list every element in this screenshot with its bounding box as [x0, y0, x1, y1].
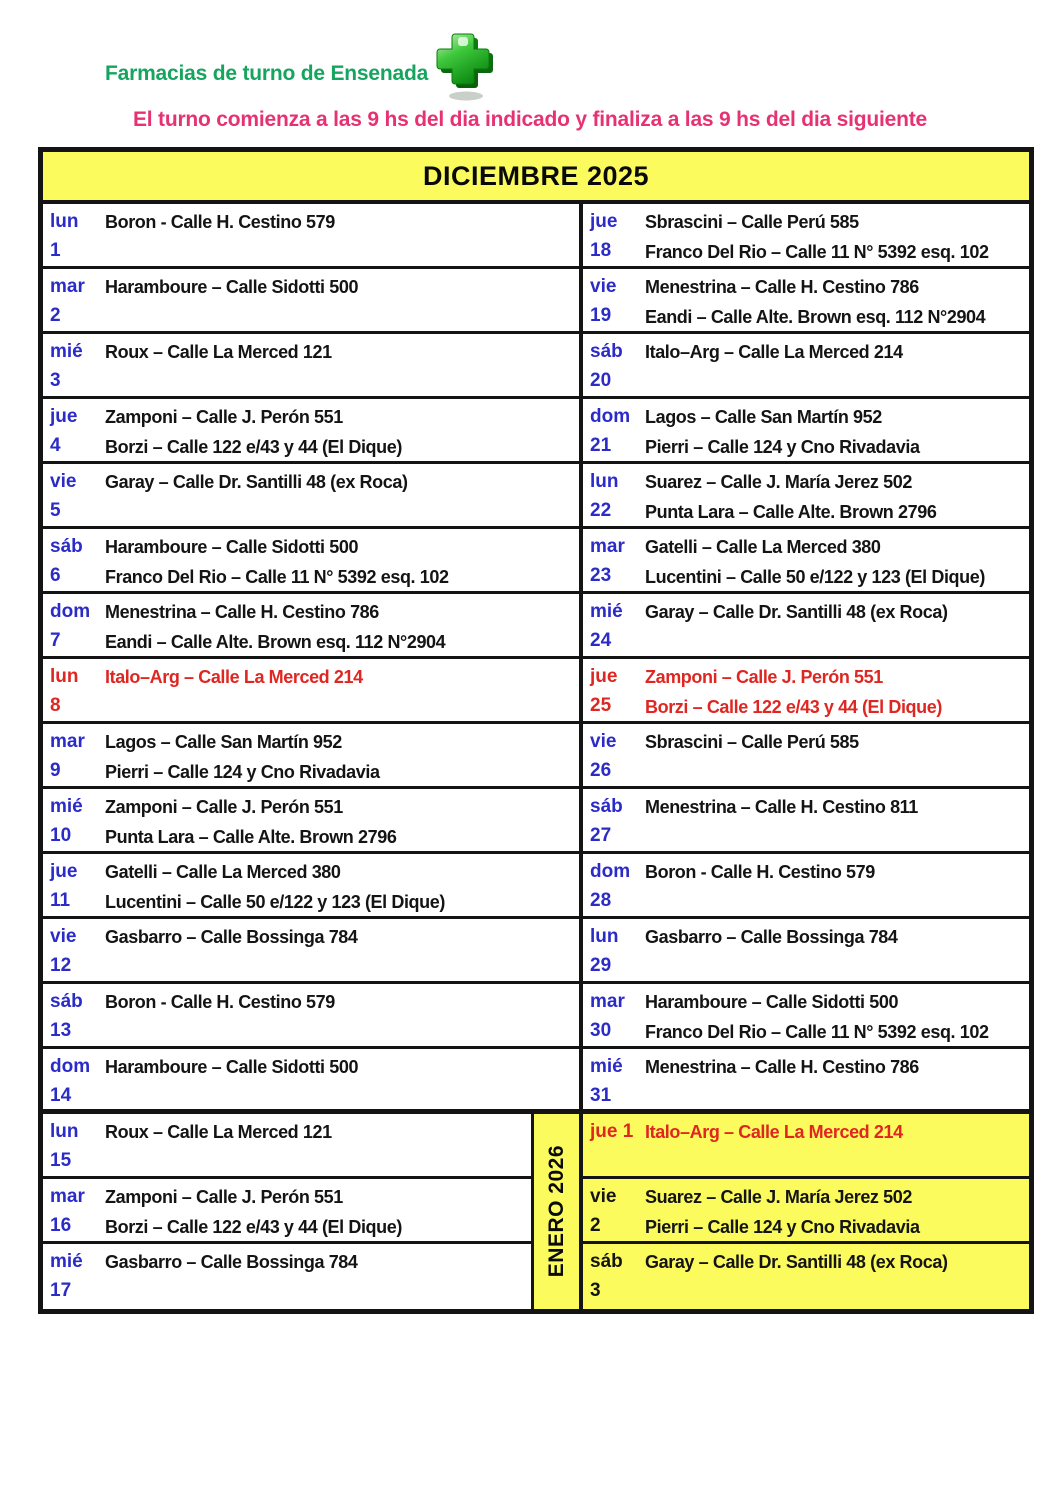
calendar-day-row: [583, 854, 1029, 919]
day-name: mié: [50, 796, 83, 817]
day-name: dom: [50, 1056, 91, 1077]
pharmacy-entry: Gatelli – Calle La Merced 380: [645, 537, 881, 557]
pharmacy-entries: [641, 1116, 1029, 1176]
left-rows-december-end: [43, 1114, 531, 1309]
pharmacy-entry: Haramboure – Calle Sidotti 500: [105, 277, 359, 297]
day-label: [583, 401, 641, 461]
left-bottom-block: [43, 1114, 579, 1309]
day-name: vie: [590, 731, 617, 752]
pharmacy-entry: Roux – Calle La Merced 121: [105, 342, 332, 362]
pharmacy-entries: [641, 986, 1029, 1046]
day-number: 15: [50, 1150, 72, 1171]
calendar-day-row: [43, 1114, 531, 1179]
day-name: mar: [590, 991, 625, 1012]
day-label: [583, 856, 641, 916]
calendar-day-row: [583, 334, 1029, 399]
day-name: mié: [50, 1251, 83, 1272]
day-label: [583, 466, 641, 526]
calendar-day-row: [43, 204, 579, 269]
day-name: dom: [590, 406, 631, 427]
pharmacy-entries: [101, 206, 579, 266]
calendar-day-row: [43, 1244, 531, 1309]
pharmacy-entry: Lucentini – Calle 50 e/122 y 123 (El Dique): [645, 567, 985, 587]
calendar-day-row: [43, 724, 579, 789]
day-label: [43, 206, 101, 266]
calendar-body: [43, 204, 1029, 1309]
pharmacy-entry: Eandi – Calle Alte. Brown esq. 112 N°2904: [105, 632, 446, 652]
pharmacy-entries: [641, 466, 1029, 526]
pharmacy-entries: [641, 271, 1029, 331]
calendar-day-row: [43, 984, 579, 1049]
enero-2026-label: [531, 1114, 579, 1309]
day-number: 17: [50, 1280, 72, 1301]
day-number: 7: [50, 630, 61, 651]
pharmacy-entry: Gasbarro – Calle Bossinga 784: [105, 927, 358, 947]
day-label: [583, 726, 641, 786]
day-label: [583, 271, 641, 331]
day-number: 29: [590, 955, 612, 976]
pharmacy-entries: [641, 856, 1029, 916]
pharmacy-entry: Haramboure – Calle Sidotti 500: [645, 992, 899, 1012]
pharmacy-entry: Lagos – Calle San Martín 952: [645, 407, 882, 427]
calendar-day-row: [583, 1244, 1029, 1309]
pharmacy-entry: Franco Del Rio – Calle 11 N° 5392 esq. 102: [645, 242, 989, 262]
day-number: 19: [590, 305, 612, 326]
day-number: 13: [50, 1020, 72, 1041]
pharmacy-entry: Italo–Arg – Calle La Merced 214: [105, 667, 363, 687]
pharmacy-entries: [101, 986, 579, 1046]
day-name: mar: [50, 1186, 85, 1207]
day-name: lun: [590, 471, 619, 492]
day-label: [43, 271, 101, 331]
day-number: 9: [50, 760, 61, 781]
day-label: [583, 596, 641, 656]
day-label: [43, 661, 101, 721]
day-label: [583, 531, 641, 591]
day-name: vie: [590, 276, 617, 297]
pharmacy-entries: [101, 271, 579, 331]
day-name: jue: [590, 666, 618, 687]
pharmacy-entries: [641, 921, 1029, 981]
day-number: 24: [590, 630, 612, 651]
day-name: jue: [590, 211, 618, 232]
day-label: [43, 466, 101, 526]
calendar-day-row: [43, 464, 579, 529]
day-name: dom: [590, 861, 631, 882]
calendar-day-row: [43, 854, 579, 919]
day-number: 16: [50, 1215, 72, 1236]
calendar-day-row: [43, 529, 579, 594]
december-calendar-table: [38, 147, 1034, 1314]
day-name: sáb: [590, 341, 623, 362]
pharmacy-entries: [101, 1116, 531, 1176]
pharmacy-entry: Boron - Calle H. Cestino 579: [105, 992, 335, 1012]
pharmacy-entry: Zamponi – Calle J. Perón 551: [105, 797, 343, 817]
pharmacy-entries: [101, 596, 579, 656]
day-number: 28: [590, 890, 612, 911]
pharmacy-entries: [101, 531, 579, 591]
calendar-day-row: [43, 594, 579, 659]
pharmacy-entry: Punta Lara – Calle Alte. Brown 2796: [105, 827, 397, 847]
calendar-day-row: [583, 984, 1029, 1049]
day-name: jue: [50, 861, 78, 882]
calendar-day-row: [43, 919, 579, 984]
day-label: [583, 986, 641, 1046]
calendar-left-column: [43, 204, 583, 1309]
pharmacy-entry: Gasbarro – Calle Bossinga 784: [645, 927, 898, 947]
pharmacy-entry: Gasbarro – Calle Bossinga 784: [105, 1252, 358, 1272]
day-name: mar: [590, 536, 625, 557]
pharmacy-entry: Suarez – Calle J. María Jerez 502: [645, 472, 912, 492]
day-label: [43, 531, 101, 591]
day-number: 3: [50, 370, 61, 391]
pharmacy-entry: Menestrina – Calle H. Cestino 786: [105, 602, 379, 622]
day-label: [583, 661, 641, 721]
day-label: [43, 921, 101, 981]
calendar-day-row: [583, 529, 1029, 594]
day-number: 11: [50, 890, 71, 911]
day-number: 5: [50, 500, 61, 521]
pharmacy-entries: [101, 1181, 531, 1241]
day-number: 30: [590, 1020, 612, 1041]
pharmacy-entries: [641, 726, 1029, 786]
day-number: 25: [590, 695, 612, 716]
pharmacy-entry: Lucentini – Calle 50 e/122 y 123 (El Dique): [105, 892, 445, 912]
pharmacy-entries: [641, 661, 1029, 721]
pharmacy-entry: Menestrina – Calle H. Cestino 786: [645, 277, 919, 297]
pharmacy-entry: Sbrascini – Calle Perú 585: [645, 732, 859, 752]
pharmacy-entry: Pierri – Calle 124 y Cno Rivadavia: [645, 1217, 920, 1237]
calendar-day-row: [583, 919, 1029, 984]
calendar-day-row: [43, 1179, 531, 1244]
schedule-note: El turno comienza a las 9 hs del dia indicado y finaliza a las 9 hs del dia siguiente: [132, 108, 928, 131]
calendar-day-row: [583, 659, 1029, 724]
day-label: [43, 401, 101, 461]
pharmacy-entry: Lagos – Calle San Martín 952: [105, 732, 342, 752]
pharmacy-entry: Haramboure – Calle Sidotti 500: [105, 537, 359, 557]
pharmacy-entry: Borzi – Calle 122 e/43 y 44 (El Dique): [105, 1217, 402, 1237]
pharmacy-entry: Italo–Arg – Calle La Merced 214: [645, 342, 903, 362]
day-name: sáb: [590, 1251, 623, 1272]
pharmacy-entry: Sbrascini – Calle Perú 585: [645, 212, 859, 232]
day-name: mar: [50, 276, 85, 297]
day-name: lun: [590, 926, 619, 947]
calendar-day-row: [583, 1049, 1029, 1114]
day-name: mié: [50, 341, 83, 362]
pharmacy-entry: Punta Lara – Calle Alte. Brown 2796: [645, 502, 937, 522]
pharmacy-entry: Pierri – Calle 124 y Cno Rivadavia: [105, 762, 380, 782]
day-name: lun: [50, 1121, 79, 1142]
day-name: mié: [590, 1056, 623, 1077]
pharmacy-entry: Roux – Calle La Merced 121: [105, 1122, 332, 1142]
pharmacy-entry: Eandi – Calle Alte. Brown esq. 112 N°2904: [645, 307, 986, 327]
day-name: vie: [50, 926, 77, 947]
day-name: lun: [50, 666, 79, 687]
day-label: [43, 1246, 101, 1309]
left-rows-december: [43, 204, 579, 1114]
day-label: [43, 726, 101, 786]
pharmacy-entry: Menestrina – Calle H. Cestino 786: [645, 1057, 919, 1077]
pharmacy-entries: [101, 336, 579, 396]
calendar-day-row: [583, 1114, 1029, 1179]
calendar-day-row: [583, 724, 1029, 789]
pharmacy-entry: Garay – Calle Dr. Santilli 48 (ex Roca): [645, 1252, 948, 1272]
pharmacy-entries: [641, 336, 1029, 396]
day-number: 2: [590, 1215, 601, 1236]
pharmacy-entry: Franco Del Rio – Calle 11 N° 5392 esq. 102: [105, 567, 449, 587]
day-number: 26: [590, 760, 612, 781]
day-number: 20: [590, 370, 612, 391]
pharmacy-entries: [641, 1181, 1029, 1241]
pharmacy-entry: Boron - Calle H. Cestino 579: [105, 212, 335, 232]
pharmacy-entries: [101, 401, 579, 461]
pharmacy-entry: Italo–Arg – Calle La Merced 214: [645, 1122, 903, 1142]
day-label: [583, 336, 641, 396]
day-name: mié: [590, 601, 623, 622]
right-rows: [583, 204, 1029, 1309]
day-label: jue 1: [590, 1121, 634, 1142]
calendar-day-row: [43, 789, 579, 854]
day-number: 14: [50, 1085, 72, 1106]
day-label: [43, 1181, 101, 1241]
day-name: vie: [590, 1186, 617, 1207]
pharmacy-entry: Zamponi – Calle J. Perón 551: [105, 1187, 343, 1207]
calendar-day-row: [43, 1049, 579, 1114]
calendar-right-column: [583, 204, 1029, 1309]
enero-2026-text: ENERO 2026: [544, 1145, 568, 1278]
pharmacy-entries: [641, 531, 1029, 591]
calendar-day-row: [583, 1179, 1029, 1244]
calendar-day-row: [43, 399, 579, 464]
pharmacy-entries: [641, 206, 1029, 266]
day-label: [583, 921, 641, 981]
pharmacy-entries: [101, 856, 579, 916]
pharmacy-entry: Borzi – Calle 122 e/43 y 44 (El Dique): [105, 437, 402, 457]
day-number: 18: [590, 240, 612, 261]
calendar-day-row: [43, 269, 579, 334]
pharmacy-entry: Suarez – Calle J. María Jerez 502: [645, 1187, 912, 1207]
calendar-day-row: [583, 204, 1029, 269]
pharmacy-entries: [101, 1051, 579, 1109]
calendar-day-row: [43, 334, 579, 399]
pharmacy-entries: [641, 791, 1029, 851]
day-number: 2: [50, 305, 61, 326]
day-number: 22: [590, 500, 612, 521]
day-name: jue: [50, 406, 78, 427]
pharmacy-entry: Pierri – Calle 124 y Cno Rivadavia: [645, 437, 920, 457]
day-label: [583, 791, 641, 851]
day-label: [43, 1116, 101, 1176]
pharmacy-entries: [641, 596, 1029, 656]
day-number: 21: [590, 435, 612, 456]
day-label: [43, 1051, 101, 1109]
day-name: dom: [50, 601, 91, 622]
day-number: 31: [590, 1085, 612, 1106]
pharmacy-entry: Menestrina – Calle H. Cestino 811: [645, 797, 918, 817]
calendar-day-row: [583, 789, 1029, 854]
pharmacy-entry: Borzi – Calle 122 e/43 y 44 (El Dique): [645, 697, 942, 717]
pharmacy-entries: [101, 726, 579, 786]
pharmacy-entry: Garay – Calle Dr. Santilli 48 (ex Roca): [645, 602, 948, 622]
pharmacy-entries: [101, 466, 579, 526]
calendar-day-row: [583, 464, 1029, 529]
day-label: [583, 206, 641, 266]
pharmacy-entry: Zamponi – Calle J. Perón 551: [645, 667, 883, 687]
pharmacy-entries: [641, 1246, 1029, 1309]
calendar-day-row: [43, 659, 579, 724]
day-number: 8: [50, 695, 61, 716]
day-label: [43, 986, 101, 1046]
month-title: DICIEMBRE 2025: [43, 152, 1029, 204]
day-label: [43, 856, 101, 916]
day-name: mar: [50, 731, 85, 752]
day-label: [583, 1051, 641, 1109]
day-label: [43, 596, 101, 656]
green-pharmacy-cross-icon: [433, 30, 493, 102]
day-name: vie: [50, 471, 77, 492]
day-number: 1: [50, 240, 61, 261]
day-number: 4: [50, 435, 61, 456]
day-name: sáb: [590, 796, 623, 817]
day-label: [583, 1246, 641, 1309]
day-name: lun: [50, 211, 79, 232]
day-number: 6: [50, 565, 61, 586]
day-label: [43, 791, 101, 851]
pharmacy-entry: Franco Del Rio – Calle 11 N° 5392 esq. 102: [645, 1022, 989, 1042]
pharmacy-entry: Gatelli – Calle La Merced 380: [105, 862, 341, 882]
day-name: sáb: [50, 536, 83, 557]
calendar-day-row: [583, 399, 1029, 464]
pharmacy-entries: [101, 791, 579, 851]
page-title: Farmacias de turno de Ensenada: [105, 62, 429, 85]
day-name: sáb: [50, 991, 83, 1012]
pharmacy-entry: Haramboure – Calle Sidotti 500: [105, 1057, 359, 1077]
day-number: 10: [50, 825, 72, 846]
pharmacy-entries: [641, 401, 1029, 461]
day-number: 3: [590, 1280, 601, 1301]
day-number: 27: [590, 825, 612, 846]
day-label: [583, 1181, 641, 1241]
pharmacy-entry: Garay – Calle Dr. Santilli 48 (ex Roca): [105, 472, 408, 492]
pharmacy-entries: [101, 1246, 531, 1309]
day-number: 12: [50, 955, 72, 976]
day-label: [43, 336, 101, 396]
calendar-day-row: [583, 594, 1029, 659]
pharmacy-entry: Zamponi – Calle J. Perón 551: [105, 407, 343, 427]
pharmacy-entries: [101, 661, 579, 721]
calendar-day-row: [583, 269, 1029, 334]
pharmacy-entries: [101, 921, 579, 981]
header-logo: [105, 30, 493, 102]
day-number: 23: [590, 565, 612, 586]
pharmacy-entries: [641, 1051, 1029, 1109]
pharmacy-entry: Boron - Calle H. Cestino 579: [645, 862, 875, 882]
